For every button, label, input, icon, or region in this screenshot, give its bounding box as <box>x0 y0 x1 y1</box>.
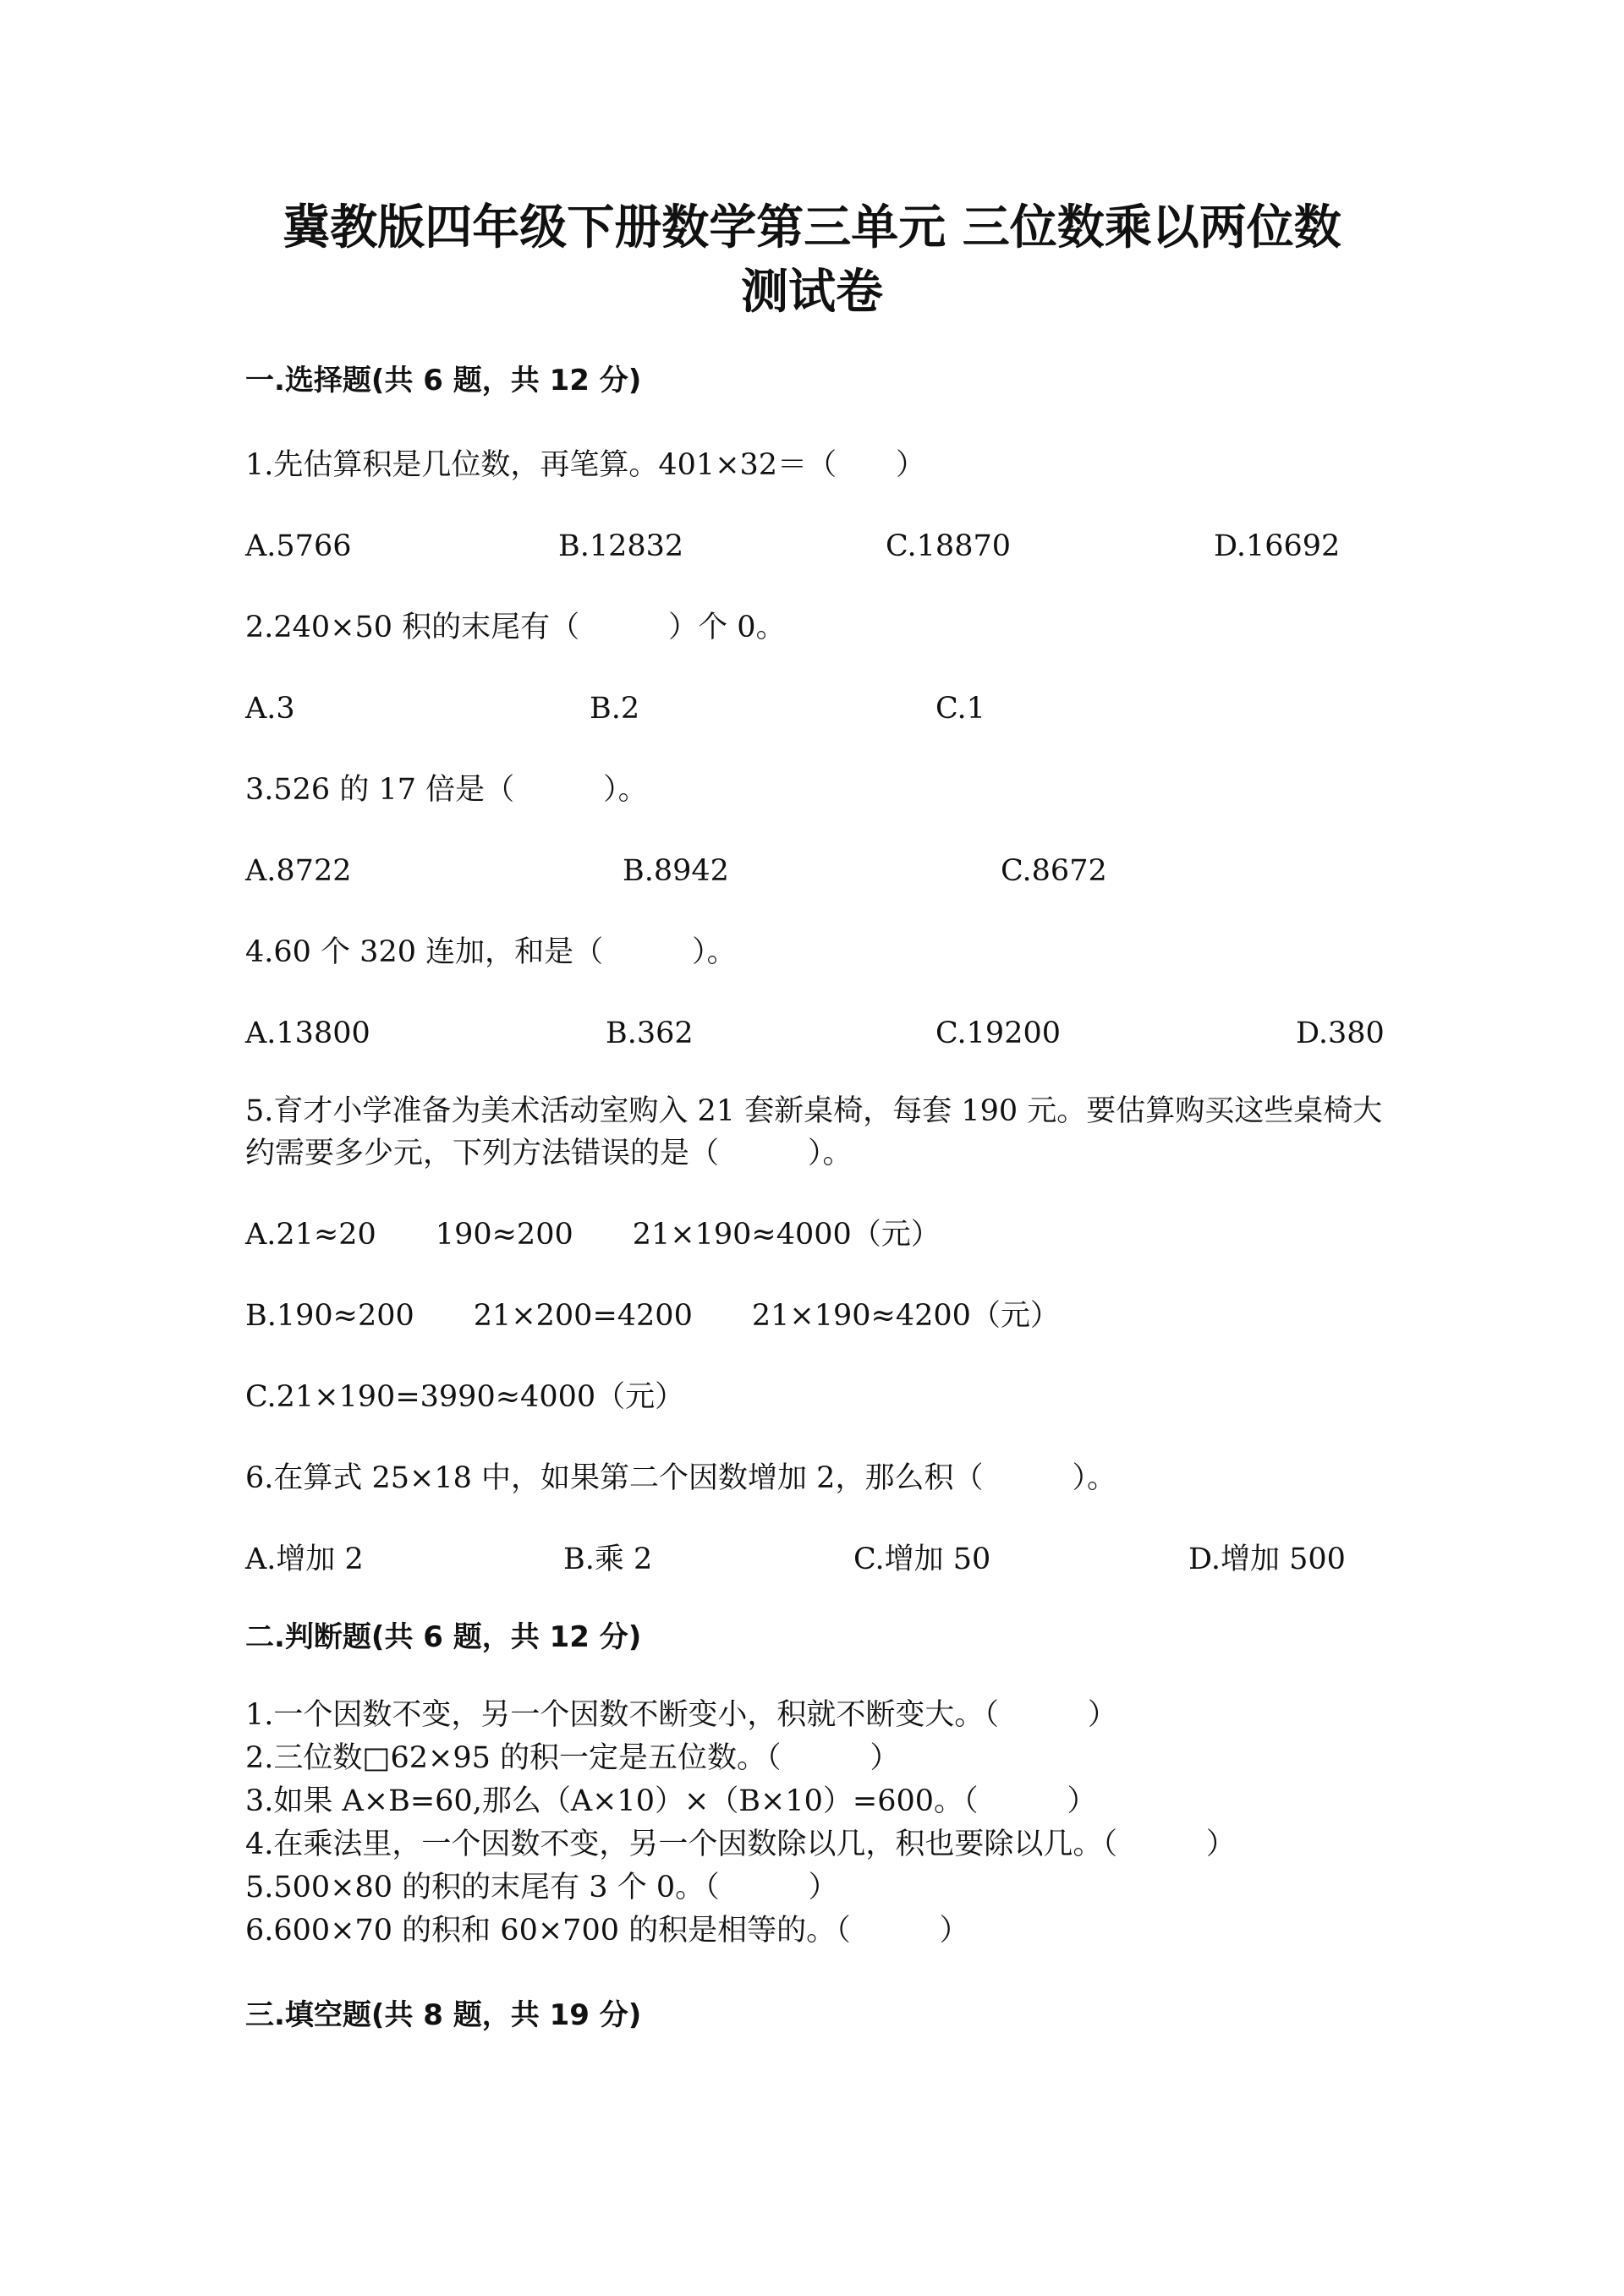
q2-option-b: B.2 <box>590 692 640 726</box>
title-line-1: 冀教版四年级下册数学第三单元 三位数乘以两位数 <box>283 200 1341 255</box>
q5-option-b: B.190≈200 21×200=4200 21×190≈4200（元） <box>245 1299 1060 1333</box>
question-6: 6.在算式 25×18 中，如果第二个因数增加 2，那么积（ ）。 <box>245 1461 1116 1495</box>
judge-list <box>245 1694 1236 1953</box>
q6-option-b: B.乘 2 <box>563 1543 653 1576</box>
judge-item-3: 3.如果 A×B=60,那么（A×10）×（B×10）=600。（ ） <box>245 1784 1097 1818</box>
page-title <box>0 196 1624 325</box>
q6-option-d: D.增加 500 <box>1188 1543 1346 1576</box>
question-2: 2.240×50 积的末尾有（ ）个 0。 <box>245 611 786 644</box>
question-3: 3.526 的 17 倍是（ ）。 <box>245 773 648 807</box>
q2-option-a: A.3 <box>245 692 295 726</box>
q4-option-d: D.380 <box>1296 1016 1385 1050</box>
q1-option-d: D.16692 <box>1214 529 1341 563</box>
q4-option-b: B.362 <box>606 1016 694 1050</box>
q1-option-c: C.18870 <box>886 529 1011 563</box>
q4-option-a: A.13800 <box>245 1016 370 1050</box>
question-4: 4.60 个 320 连加，和是（ ）。 <box>245 935 737 969</box>
question-1: 1.先估算积是几位数，再笔算。401×32＝（ ） <box>245 448 926 482</box>
section-heading-choice: 一.选择题(共 6 题，共 12 分) <box>245 364 642 397</box>
judge-item-4: 4.在乘法里，一个因数不变，另一个因数除以几，积也要除以几。（ ） <box>245 1827 1236 1861</box>
q1-option-b: B.12832 <box>558 529 684 563</box>
q4-option-c: C.19200 <box>935 1016 1061 1050</box>
question-5: 5.育才小学准备为美术活动室购入 21 套新桌椅，每套 190 元。要估算购买这些桌椅大约需要多少元，下列方法错误的是（ ）。 <box>245 1094 1383 1170</box>
q6-option-c: C.增加 50 <box>853 1543 991 1576</box>
title-line-2: 测试卷 <box>741 265 883 320</box>
q5-option-c: C.21×190=3990≈4000（元） <box>245 1380 685 1414</box>
q3-option-a: A.8722 <box>245 854 352 888</box>
q1-option-a: A.5766 <box>245 529 352 563</box>
section-heading-judge: 二.判断题(共 6 题，共 12 分) <box>245 1620 642 1654</box>
judge-item-5: 5.500×80 的积的末尾有 3 个 0。（ ） <box>245 1871 838 1904</box>
q3-option-b: B.8942 <box>623 854 729 888</box>
judge-item-1: 1.一个因数不变，另一个因数不断变小，积就不断变大。（ ） <box>245 1698 1117 1732</box>
judge-item-6: 6.600×70 的积和 60×700 的积是相等的。（ ） <box>245 1914 969 1948</box>
q2-option-c: C.1 <box>935 692 985 726</box>
section-heading-fill: 三.填空题(共 8 题，共 19 分) <box>245 1998 642 2032</box>
q5-option-a: A.21≈20 190≈200 21×190≈4000（元） <box>245 1218 941 1252</box>
q6-option-a: A.增加 2 <box>245 1543 364 1576</box>
judge-item-2: 2.三位数□62×95 的积一定是五位数。（ ） <box>245 1741 900 1775</box>
q3-option-c: C.8672 <box>1001 854 1107 888</box>
